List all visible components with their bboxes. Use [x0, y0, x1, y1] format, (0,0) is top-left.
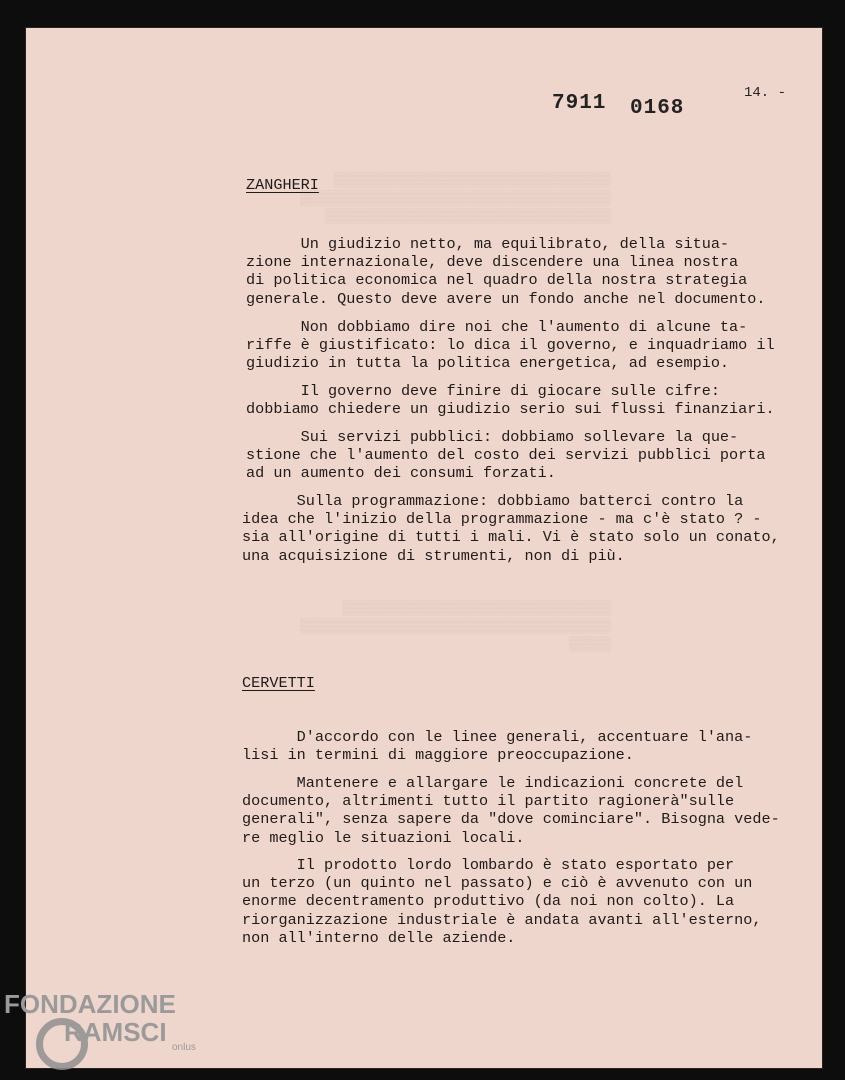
paragraph: Un giudizio netto, ma equilibrato, della situa- zione internazionale, deve discendere una linea nostra di politica economica nel quadro della nostra strategia generale. Questo deve avere un fondo anche nel documento.: [246, 235, 766, 308]
paragraph: Il prodotto lordo lombardo è stato esportato per un terzo (un quinto nel passato) e ciò è avvenuto con un enorme decentramento produttivo (da noi non colto). La riorganizzazione industriale è andata avanti all'esterno, non all'interno delle aziende.: [242, 856, 762, 947]
watermark-line-1: FONDAZIONE: [4, 989, 176, 1019]
archive-number-left: 7911: [552, 92, 607, 115]
paragraph: Non dobbiamo dire noi che l'aumento di alcune ta- riffe è giustificato: lo dica il governo, e inquadriamo il giudizio in tutta la politica energetica, ad esempio.: [246, 318, 775, 373]
paragraph: Sui servizi pubblici: dobbiamo sollevare la que- stione che l'aumento del costo dei servizi pubblici porta ad un aumento dei consumi forzati.: [246, 428, 766, 483]
watermark-line-2: RAMSCI: [64, 1017, 167, 1047]
archive-number-right: 0168: [630, 97, 685, 120]
heading-cervetti: CERVETTI: [242, 674, 315, 692]
heading-zangheri: ZANGHERI: [246, 176, 319, 194]
watermark-line-3: onlus: [172, 1042, 196, 1053]
paragraph: Mantenere e allargare le indicazioni concrete del documento, altrimenti tutto il partito ragionerà"sulle generali", senza sapere da "dove cominciare". Bisogna vede- re meglio le situazioni locali.: [242, 774, 780, 847]
watermark: [4, 990, 196, 1053]
page-number: 14. -: [744, 85, 787, 101]
paragraph: D'accordo con le linee generali, accentuare l'ana- lisi in termini di maggiore preoccupazione.: [242, 728, 753, 765]
paragraph: Il governo deve finire di giocare sulle cifre: dobbiamo chiedere un giudizio serio sui flussi finanziari.: [246, 382, 775, 419]
bleed-through-decoration: ▒▒▒▒▒▒▒▒▒▒▒▒▒▒▒▒▒▒▒▒▒▒▒▒▒▒▒▒▒▒▒▒ ▒▒▒▒▒▒▒▒▒▒▒▒▒▒▒▒▒▒▒▒▒▒▒▒▒▒▒▒▒▒▒▒▒▒▒▒▒ ▒▒▒▒▒: [300, 601, 611, 653]
paragraph: Sulla programmazione: dobbiamo batterci contro la idea che l'inizio della programmazione - ma c'è stato ? - sia all'origine di tutti i mali. Vi è stato solo un conato, una acquisizione di strumenti, non di più.: [242, 492, 780, 565]
bleed-through-decoration: ▒▒▒▒▒▒▒▒▒▒▒▒▒▒▒▒▒▒▒▒▒▒▒▒▒▒▒▒▒▒▒▒▒ ▒▒▒▒▒▒▒▒▒▒▒▒▒▒▒▒▒▒▒▒▒▒▒▒▒▒▒▒▒▒▒▒▒▒▒▒▒ ▒▒▒▒▒▒▒▒▒▒▒▒▒▒▒▒▒▒▒▒▒▒▒▒▒▒▒▒▒▒▒▒▒▒: [300, 173, 611, 225]
